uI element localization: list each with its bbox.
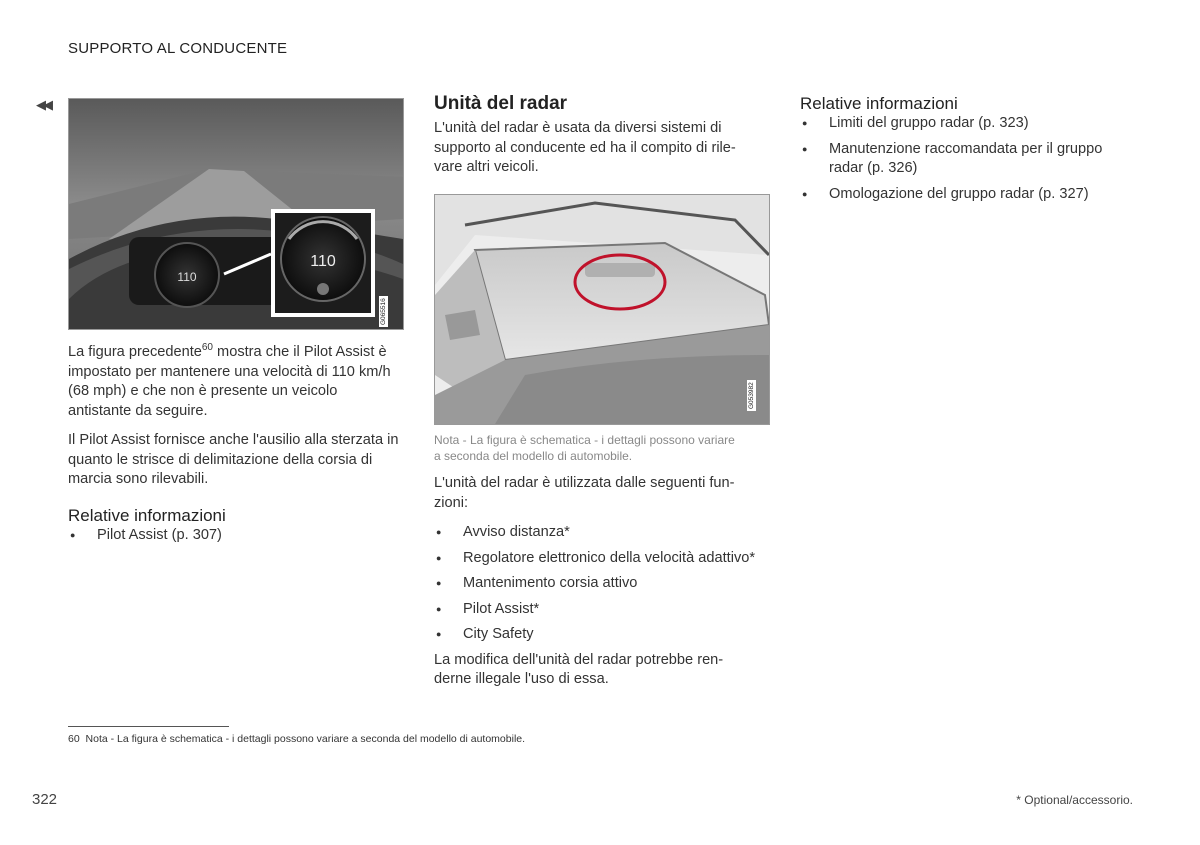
footnote-number: 60: [68, 733, 80, 745]
related-info-list: [800, 114, 1135, 204]
radar-functions-list: [434, 523, 769, 645]
dashboard-illustration: [69, 99, 403, 329]
middle-column: [434, 93, 769, 188]
dashboard-figure: [68, 98, 404, 330]
speed-readout-small: 110: [177, 270, 197, 284]
windscreen-illustration: [435, 195, 769, 424]
related-link-radar-limits[interactable]: ● Limiti del gruppo radar (p. 323): [800, 114, 1135, 134]
related-link-radar-maintenance[interactable]: ● Manutenzione raccomandata per il gruppo radar (p. 326): [800, 140, 1119, 179]
radar-figure: [434, 194, 770, 425]
right-column: [800, 94, 1135, 210]
function-item: ● Regolatore elettronico della velocità adattivo*: [434, 549, 769, 569]
footnote-reference[interactable]: 60: [201, 342, 213, 354]
paragraph-text: mostra che il Pilot Assist è impostato per mantenere una velocità di 110 km/h (68 mph) e che non è presente un veicolo antistante da seguire.: [68, 344, 391, 419]
section-title: Unità del radar: [434, 93, 568, 114]
figure-code: G065516: [380, 298, 387, 325]
function-item: ● City Safety: [434, 625, 769, 645]
figure-caption: Nota - La figura è schematica - i dettagli possono variare a seconda del modello di automobile.: [434, 433, 735, 463]
double-left-arrow-icon[interactable]: ◀◀: [36, 97, 50, 112]
footnote: [68, 733, 525, 745]
related-link-pilot-assist[interactable]: ● Pilot Assist (p. 307): [68, 526, 403, 546]
optional-note: * Optional/accessorio.: [1016, 793, 1133, 807]
intro-paragraph: L'unità del radar è usata da diversi sistemi di supporto al conducente ed ha il compito di rile-vare altri veicoli.: [434, 120, 736, 175]
footnote-divider: [68, 726, 229, 727]
footnote-text: Nota - La figura è schematica - i dettagli possono variare a seconda del modello di automobile.: [85, 733, 526, 745]
related-link-radar-approval[interactable]: ● Omologazione del gruppo radar (p. 327): [800, 185, 1135, 205]
related-info-list: [68, 526, 403, 546]
used-by-paragraph: L'unità del radar è utilizzata dalle seguenti fun-zioni:: [434, 475, 735, 511]
function-item: ● Pilot Assist*: [434, 600, 769, 620]
figure-code: G053982: [748, 382, 755, 409]
related-info-heading: Relative informazioni: [68, 505, 226, 525]
pilot-assist-paragraph: [68, 343, 403, 421]
left-column: [68, 343, 403, 551]
paragraph-text: La figura precedente: [68, 344, 202, 360]
page-number: 322: [32, 791, 58, 808]
function-item: ● Avviso distanza*: [434, 523, 769, 543]
function-item: ● Mantenimento corsia attivo: [434, 574, 769, 594]
middle-column-lower: [434, 426, 769, 700]
section-header: SUPPORTO AL CONDUCENTE: [68, 40, 288, 57]
warning-paragraph: La modifica dell'unità del radar potrebbe ren-derne illegale l'uso di essa.: [434, 651, 724, 687]
speed-readout-large: 110: [310, 253, 336, 270]
steering-paragraph: Il Pilot Assist fornisce anche l'ausilio alla sterzata in quanto le strisce di delimitazione della corsia di marcia sono rilevabili.: [68, 432, 399, 487]
related-info-heading: Relative informazioni: [800, 94, 958, 113]
